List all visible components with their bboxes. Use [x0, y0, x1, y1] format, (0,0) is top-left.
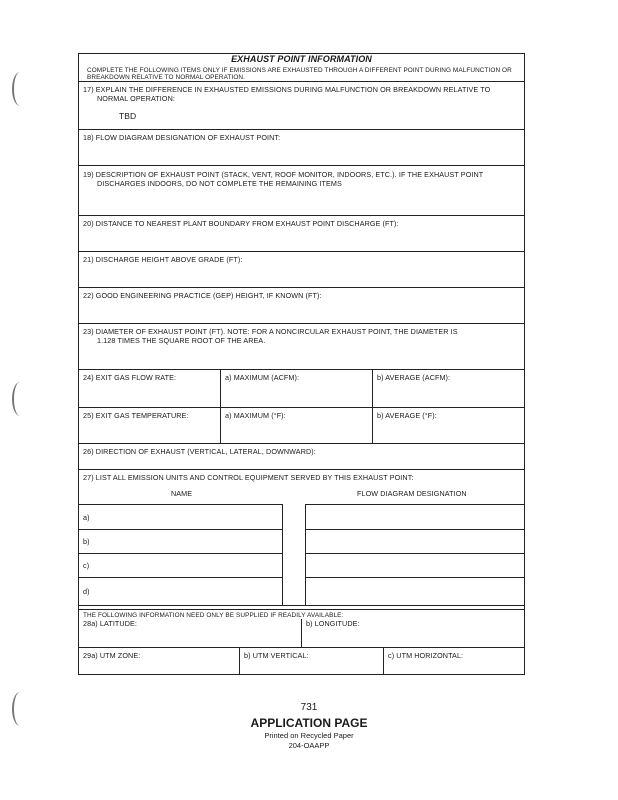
q21-row[interactable] [79, 252, 524, 288]
q23-row[interactable] [79, 324, 524, 370]
q29-utm-zone-field[interactable]: 29a) UTM ZONE: [83, 651, 141, 660]
q25-max-field[interactable]: a) MAXIMUM (°F): [225, 411, 286, 420]
q28-longitude-field[interactable]: b) LONGITUDE: [306, 619, 360, 628]
optional-info-note: THE FOLLOWING INFORMATION NEED ONLY BE SUPPLIED IF READILY AVAILABLE: [83, 612, 344, 619]
q29-utm-horizontal-field[interactable]: c) UTM HORIZONTAL: [388, 651, 464, 660]
binder-hole-top [12, 72, 28, 106]
q28-row [79, 610, 524, 648]
q27-row-c[interactable] [79, 554, 283, 578]
q29-utm-vertical-field[interactable]: b) UTM VERTICAL: [244, 651, 309, 660]
page-number: 731 [300, 702, 318, 713]
q26-row[interactable] [79, 444, 524, 470]
q27-row-b[interactable] [79, 530, 283, 554]
q28-latitude-field[interactable]: 28a) LATITUDE: [83, 619, 137, 628]
q27-row-c-designation[interactable] [305, 554, 524, 578]
q25-avg-field[interactable]: b) AVERAGE (°F): [377, 411, 437, 420]
q20-row[interactable] [79, 216, 524, 252]
q25-label: 25) EXIT GAS TEMPERATURE: [83, 411, 189, 420]
q17-label-line1: 17) EXPLAIN THE DIFFERENCE IN EXHAUSTED EMISSIONS DURING MALFUNCTION OR BREAKDOWN RELATIVE TO [83, 85, 491, 94]
q27-row-b-label: b) [83, 537, 90, 546]
q26-label: 26) DIRECTION OF EXHAUST (VERTICAL, LATERAL, DOWNWARD): [83, 447, 316, 456]
q27-row-d-label: d) [83, 587, 90, 596]
intro-text-line1: COMPLETE THE FOLLOWING ITEMS ONLY IF EMISSIONS ARE EXHAUSTED THROUGH A DIFFERENT POINT DURING MALFUNCTION OR [87, 67, 512, 74]
q27-row-d[interactable] [79, 578, 283, 606]
q29-row [79, 648, 524, 674]
q19-label-line1: 19) DESCRIPTION OF EXHAUST POINT (STACK, VENT, ROOF MONITOR, INDOORS, ETC.). IF THE EXHAUST POINT [83, 170, 484, 179]
q27-label: 27) LIST ALL EMISSION UNITS AND CONTROL EQUIPMENT SERVED BY THIS EXHAUST POINT: [83, 473, 414, 482]
intro-text-line2: BREAKDOWN RELATIVE TO NORMAL OPERATION. [87, 74, 246, 81]
q27-row-c-label: c) [83, 561, 90, 570]
q25-row [79, 408, 524, 444]
binder-hole-middle [12, 382, 28, 416]
q24-max-field[interactable]: a) MAXIMUM (ACFM): [225, 373, 300, 382]
q27-row-d-designation[interactable] [305, 578, 524, 606]
q17-answer: TBD [119, 111, 137, 121]
q19-label-line2: DISCHARGES INDOORS, DO NOT COMPLETE THE REMAINING ITEMS [97, 179, 342, 188]
q22-label: 22) GOOD ENGINEERING PRACTICE (GEP) HEIGHT, IF KNOWN (FT): [83, 291, 322, 300]
q27-row-a-label: a) [83, 513, 90, 522]
q24-label: 24) EXIT GAS FLOW RATE: [83, 373, 177, 382]
q27-section [79, 470, 524, 606]
exhaust-point-form [78, 53, 525, 675]
q17-row[interactable] [79, 82, 524, 130]
q23-label-line1: 23) DIAMETER OF EXHAUST POINT (FT). NOTE: FOR A NONCIRCULAR EXHAUST POINT, THE DIAMETER IS [83, 327, 458, 336]
q27-row-a-designation[interactable] [305, 504, 524, 530]
recycled-paper-note: Printed on Recycled Paper [264, 731, 354, 740]
q27-column-name: NAME [171, 489, 193, 498]
q20-label: 20) DISTANCE TO NEAREST PLANT BOUNDARY FROM EXHAUST POINT DISCHARGE (FT): [83, 219, 399, 228]
form-code: 204-OAAPP [288, 741, 330, 750]
q18-label: 18) FLOW DIAGRAM DESIGNATION OF EXHAUST POINT: [83, 133, 281, 142]
q22-row[interactable] [79, 288, 524, 324]
q27-row-b-designation[interactable] [305, 530, 524, 554]
application-page-title: APPLICATION PAGE [250, 716, 368, 730]
q27-row-a[interactable] [79, 504, 283, 530]
q21-label: 21) DISCHARGE HEIGHT ABOVE GRADE (FT): [83, 255, 243, 264]
q18-row[interactable] [79, 130, 524, 166]
q24-row [79, 370, 524, 408]
q19-row[interactable] [79, 166, 524, 216]
q24-avg-field[interactable]: b) AVERAGE (ACFM): [377, 373, 451, 382]
q17-label-line2: NORMAL OPERATION: [97, 94, 175, 103]
q27-column-flow-designation: FLOW DIAGRAM DESIGNATION [357, 489, 467, 498]
q23-label-line2: 1.128 TIMES THE SQUARE ROOT OF THE AREA. [97, 336, 266, 345]
form-header [79, 54, 524, 82]
form-title: EXHAUST POINT INFORMATION [231, 54, 372, 64]
